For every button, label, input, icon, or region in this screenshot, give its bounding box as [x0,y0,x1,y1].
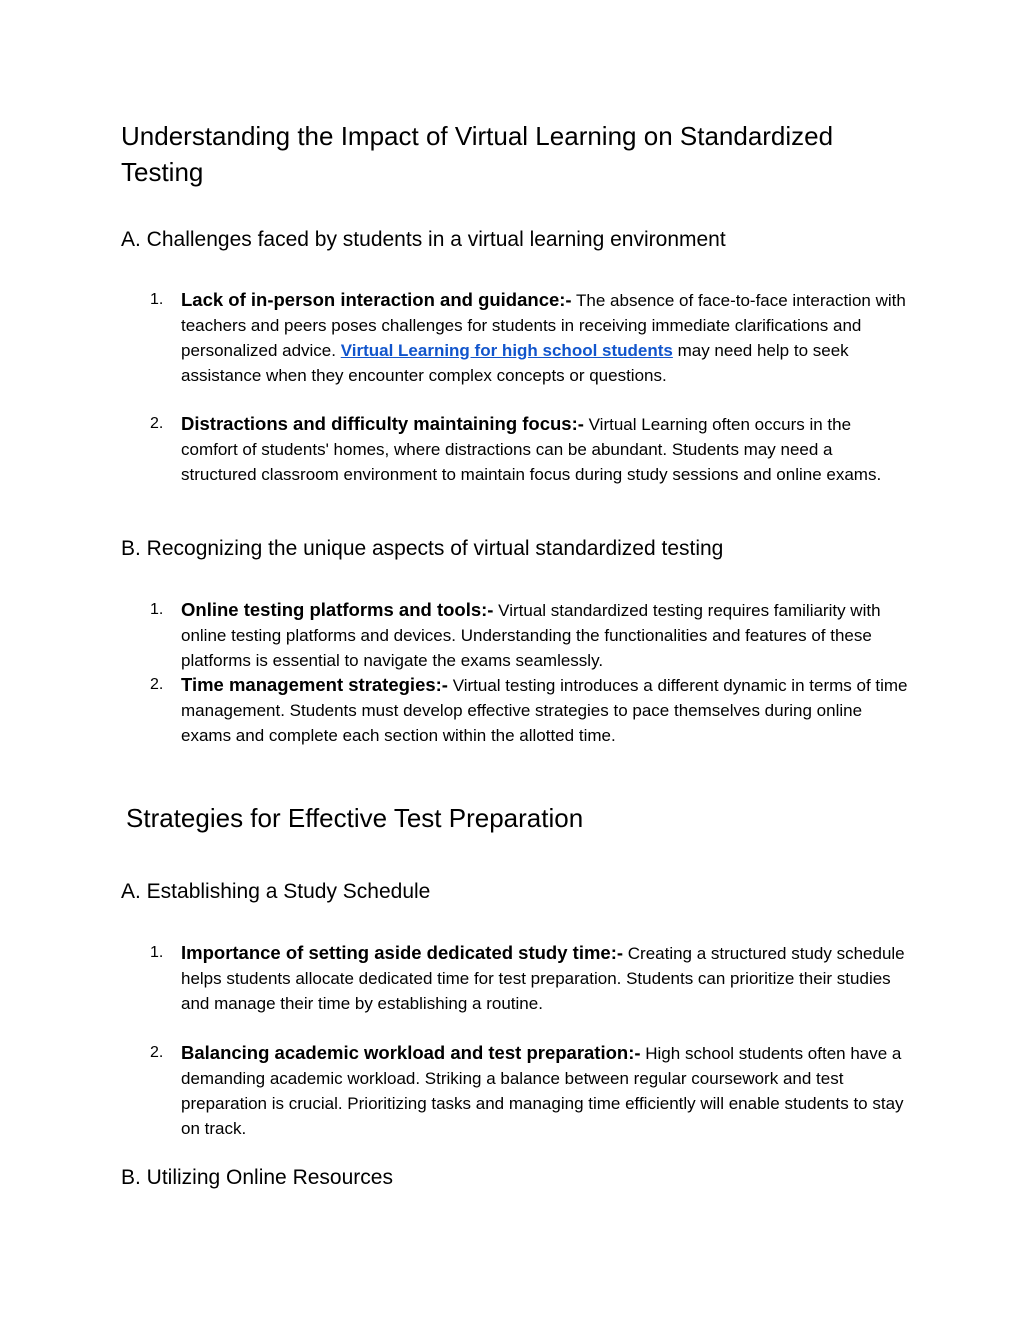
list-number: 1. [150,944,164,961]
list-item [150,940,910,1016]
subheading-study-schedule: A. Establishing a Study Schedule [121,880,431,903]
list-item-lead: Time management strategies:- [181,674,448,695]
list-item-text: may need help to seek assistance when they encounter complex concepts or questions. [181,341,849,385]
list-item-body [181,672,910,748]
list-item-body [181,1040,910,1141]
list-item-text: High school students often have a demanding academic workload. Striking a balance between regular coursework and test preparation is crucial. Prioritizing tasks and managing time efficiently will enable students to stay on track. [181,1044,904,1138]
section-title-strategies: Strategies for Effective Test Preparation [126,803,584,833]
list-item-body [181,411,910,487]
list-item-text: Creating a structured study schedule helps students allocate dedicated time for test preparation. Students can prioritize their studies and manage their time by establishing a routine. [181,944,905,1013]
list-item [150,597,910,673]
list-item-body [181,940,910,1016]
list-item-body [181,597,910,673]
list-number: 2. [150,1044,164,1061]
list-item [150,411,910,487]
list-number: 1. [150,601,164,618]
list-item-lead: Lack of in-person interaction and guidance:- [181,289,572,310]
list-item-lead: Balancing academic workload and test preparation:- [181,1042,641,1063]
list-number: 2. [150,415,164,432]
list-item [150,287,910,388]
list-number: 2. [150,676,164,693]
section-title-impact: Understanding the Impact of Virtual Learning on Standardized Testing [121,121,834,187]
list-item-body [181,287,910,388]
list-item-text: Virtual testing introduces a different dynamic in terms of time management. Students must develop effective strategies to pace themselves during online exams and complete each section within the allotted time. [181,676,908,745]
subheading-online-resources: B. Utilizing Online Resources [121,1166,393,1189]
list-item-lead: Online testing platforms and tools:- [181,599,494,620]
list-item-lead: Distractions and difficulty maintaining focus:- [181,413,584,434]
subheading-unique-aspects: B. Recognizing the unique aspects of virtual standardized testing [121,537,724,560]
list-item-text: The absence of face-to-face interaction with teachers and peers poses challenges for students in receiving immediate clarifications and personalized advice. [181,291,906,360]
virtual-learning-link[interactable]: Virtual Learning for high school students [340,341,673,360]
list-item-text: Virtual standardized testing requires familiarity with online testing platforms and devices. Understanding the functionalities and features of these platforms is essential to navigate the exams seamlessly. [181,601,881,670]
list-number: 1. [150,291,164,308]
list-item-text: Virtual Learning often occurs in the comfort of students' homes, where distractions can be abundant. Students may need a structured classroom environment to maintain focus during study sessions and online exams. [181,415,882,484]
list-item [150,672,910,748]
subheading-challenges: A. Challenges faced by students in a virtual learning environment [121,228,726,251]
list-item [150,1040,910,1141]
list-item-lead: Importance of setting aside dedicated study time:- [181,942,624,963]
